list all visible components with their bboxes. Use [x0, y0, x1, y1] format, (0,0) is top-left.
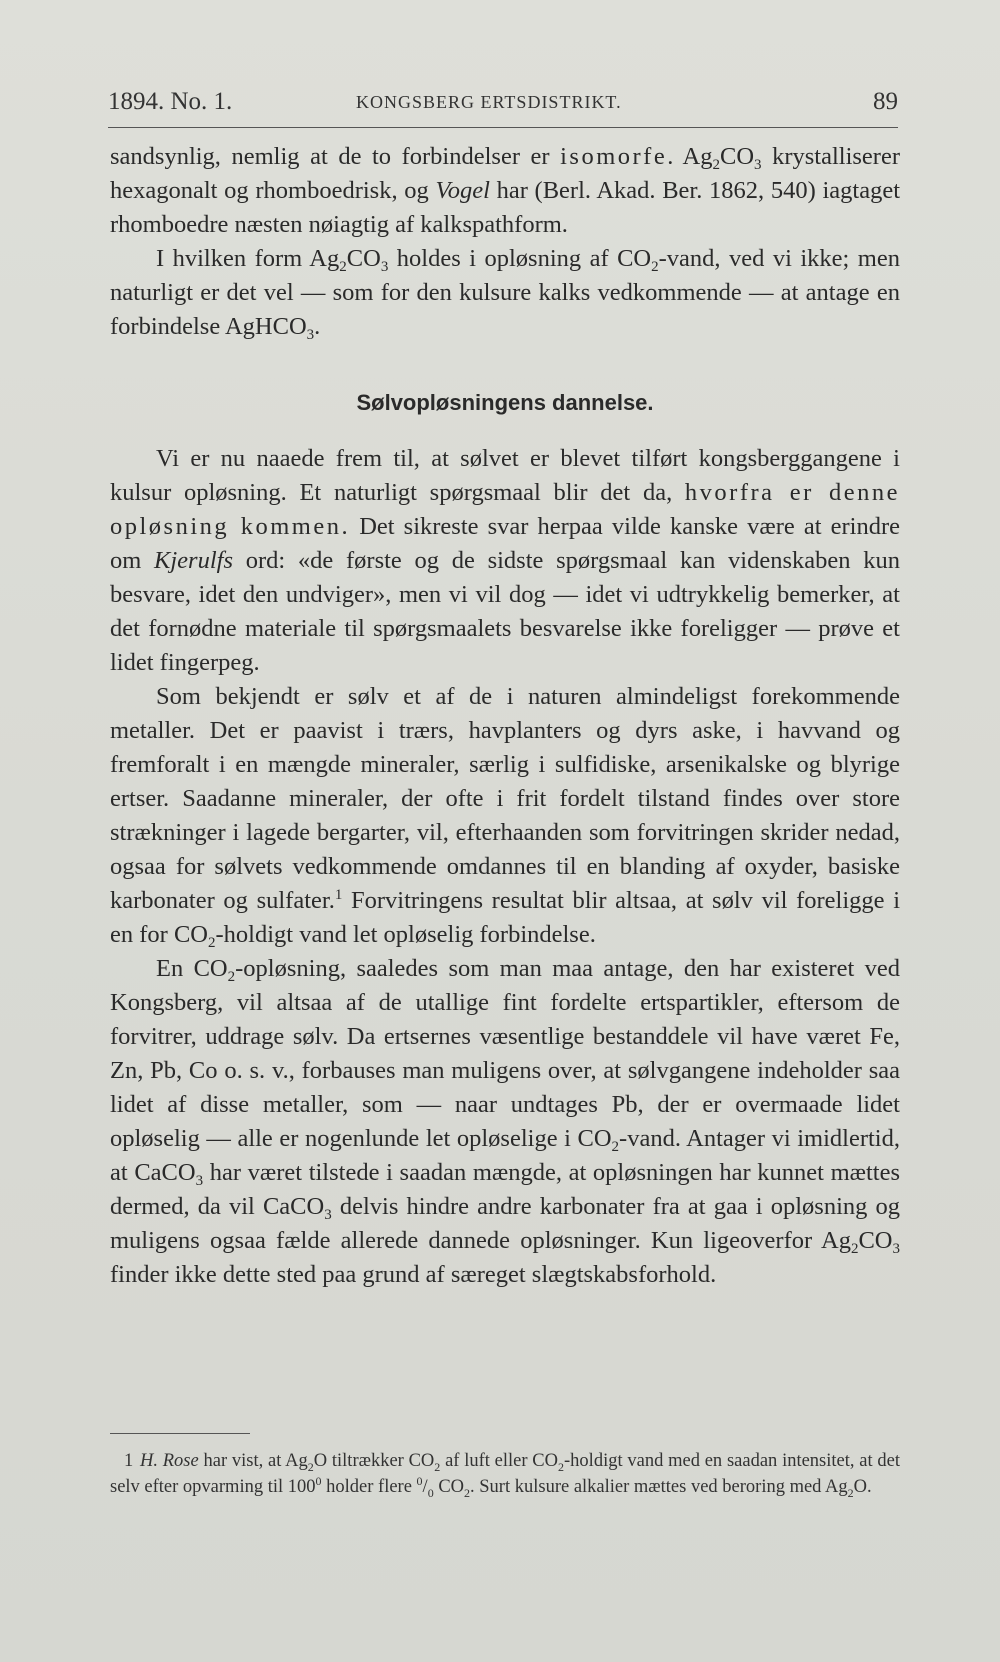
paragraph-4: Som bekjendt er sølv et af de i naturen almindeligst forekommende metaller. Det er paavist i trærs, havplanters og dyrs aske, i havvand og fremforalt i en mængde mineraler, særlig i sulfidiske, arsenikalske og blyrige ertser. Saadanne mineraler, der ofte i frit fordelt tilstand findes over store strækninger i lagede bergarter, vil, efterhaanden som forvitringen skrider nedad, ogsaa for sølvets vedkommende omdannes til en blanding af oxyder, basiske karbonater og sulfater.$^1$ Forvitringens resultat blir altsaa, at sølv vil foreligge i en for $CO_2$-holdigt vand let opløselig forbindelse.: [110, 683, 900, 951]
footnote-reference: 1: [334, 886, 343, 903]
spaced-term: isomorfe: [560, 143, 668, 170]
spaced-phrase: hvorfra er denne opløsning kommen.: [110, 479, 900, 540]
paragraph-2: I hvilken form $Ag_2CO_3$ holdes i opløsning af $CO_2$-vand, ved vi ikke; men naturligt er det vel — som for den kulsure kalks vedkommende — at antage en forbindelse AgHCO$_3$.: [110, 245, 900, 343]
footnote: 1 H. Rose har vist, at $Ag_2O$ tiltrækker $CO_2$ af luft eller $CO_2$-holdigt vand med en saadan intensitet, at det selv efter opvarming til $100^0$ holder flere $^0/_0$ $CO_2$. Surt kulsure alkalier mættes ved beroring med $Ag_2O$.: [110, 1448, 900, 1500]
page-number: 89: [873, 88, 898, 115]
body-text: [110, 140, 900, 1292]
header-title: KONGSBERG ERTSDISTRIKT.: [356, 92, 622, 112]
section-heading: Sølvopløsningens dannelse.: [356, 390, 654, 415]
header-rule: [108, 127, 898, 128]
footnote-rule: [110, 1433, 250, 1434]
paragraph-3: Vi er nu naaede frem til, at sølvet er blevet tilført kongsberggangene i kulsur opløsning. Et naturligt spørgsmaal blir det da, hvorfra er denne opløsning kommen. Det sikreste svar herpaa vilde kanske være at erindre om Kjerulfs ord: «de første og de sidste spørgsmaal kan videnskaben kun besvare, idet den undviger», men vi vil dog — idet vi udtrykkelig bemerker, at det fornødne materiale til spørgsmaalets besvarelse ikke foreligger — prøve et lidet fingerpeg.: [110, 445, 900, 676]
paragraph-1: sandsynlig, nemlig at de to forbindelser er isomorfe. $Ag_2CO_3$ krystalliserer hexagonalt og rhomboedrisk, og Vogel har (Berl. Akad. Ber. 1862, 540) iagtaget rhomboedre næsten nøiagtig af kalkspathform.: [110, 143, 900, 238]
author-kjerulf: Kjerulfs: [154, 547, 233, 574]
running-header: [108, 84, 898, 124]
author-vogel: Vogel: [435, 177, 490, 204]
footnote-author: H. Rose: [140, 1451, 199, 1471]
paragraph-5: En $CO_2$-opløsning, saaledes som man maa antage, den har existeret ved Kongsberg, vil altsaa af de utallige fint fordelte ertspartikler, eftersom de forvitrer, uddrage sølv. Da ertsernes væsentlige bestanddele vil have været Fe, Zn, Pb, Co o. s. v., forbauses man muligens over, at sølvgangene indeholder saa lidet af disse metaller, som — naar undtages Pb, der er overmaade lidet opløselig — alle er nogenlunde let opløselige i $CO_2$-vand. Antager vi imidlertid, at CaCO$_3$ har været tilstede i saadan mængde, at opløsningen har kunnet mættes dermed, da vil CaCO$_3$ delvis hindre andre karbonater fra at gaa i opløsning og muligens ogsaa fælde allerede dannede opløsninger. Kun ligeoverfor $Ag_2CO_3$ finder ikke dette sted paa grund af særeget slægtskabsforhold.: [110, 955, 901, 1288]
header-year-number: 1894. No. 1.: [108, 88, 233, 115]
footnote-number: 1: [124, 1451, 134, 1471]
